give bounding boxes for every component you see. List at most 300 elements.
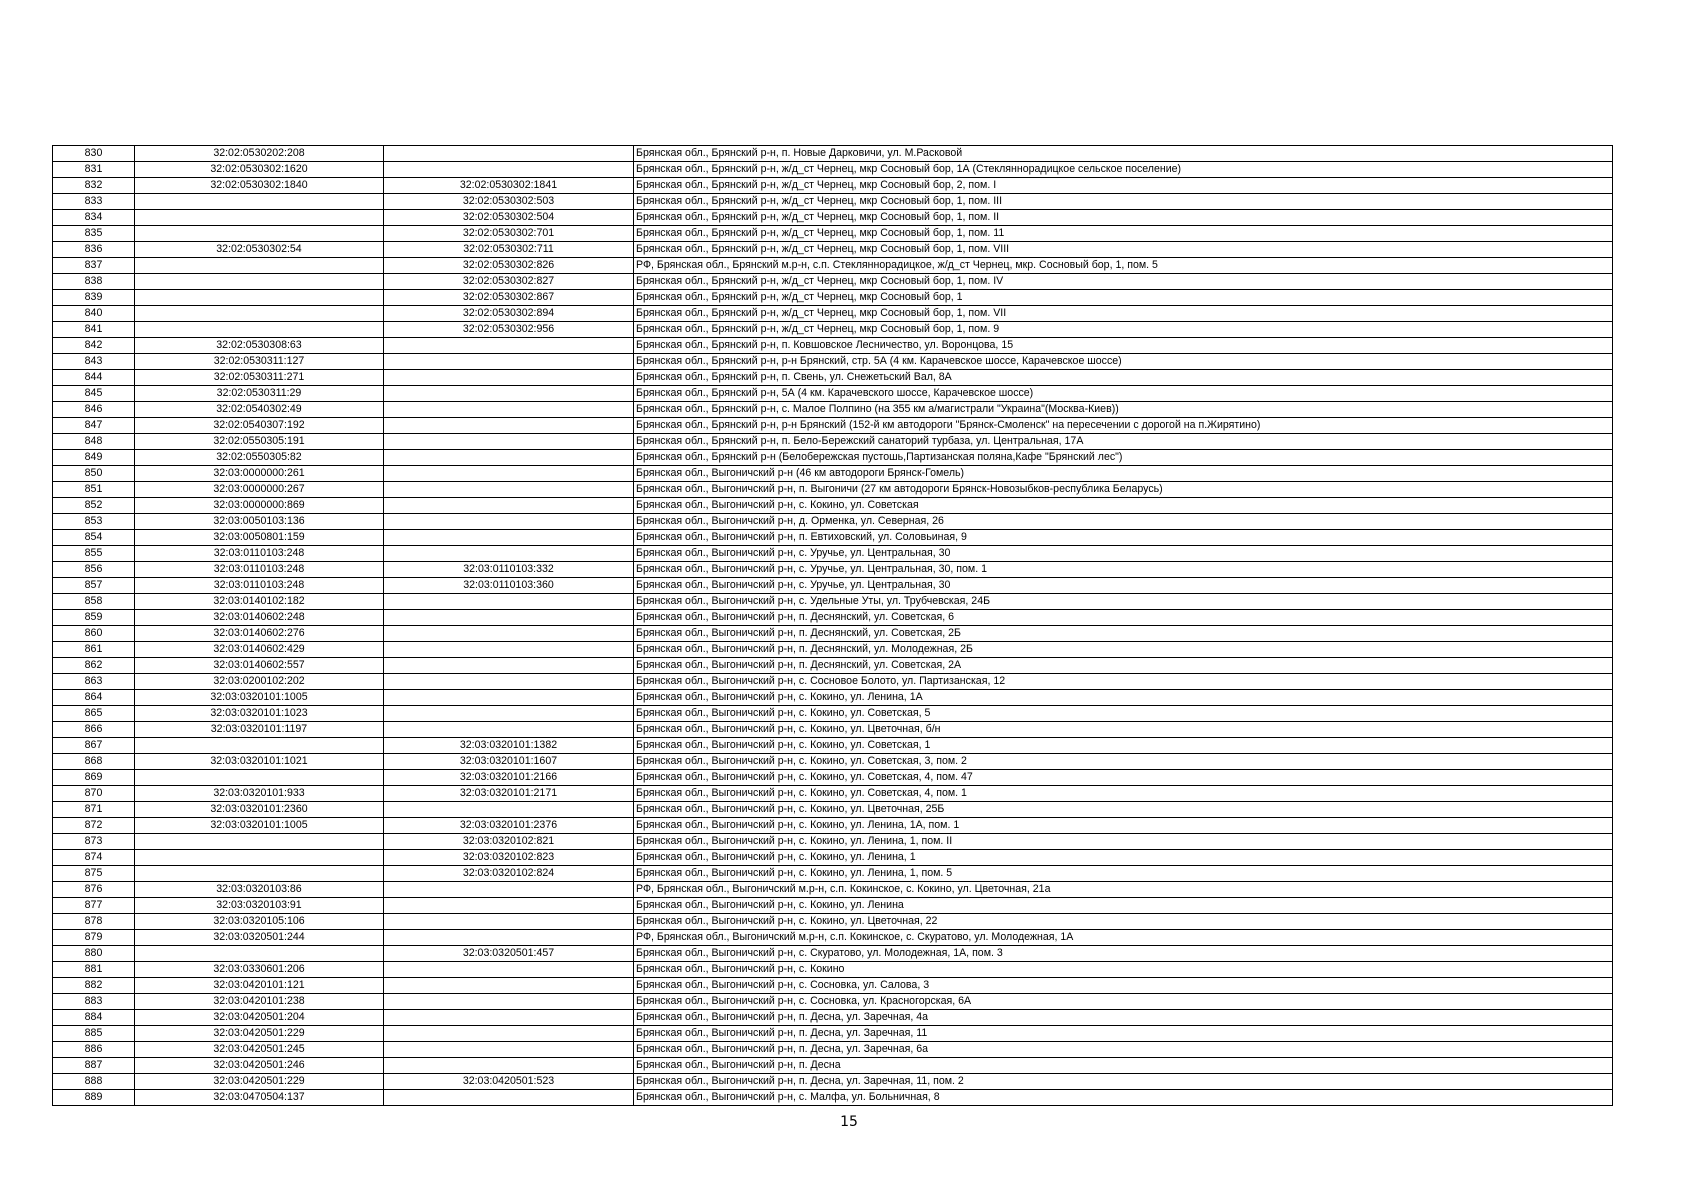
row-number-cell: 832 — [53, 178, 135, 194]
row-number-cell: 836 — [53, 242, 135, 258]
row-number-cell: 886 — [53, 1042, 135, 1058]
cadastral-number-cell: 32:03:0320101:1023 — [135, 706, 384, 722]
table-row — [53, 706, 1613, 722]
object-number-cell: 32:03:0320501:457 — [384, 946, 634, 962]
address-cell: Брянская обл., Брянский р-н, п. Бело-Бережский санаторий турбаза, ул. Центральная, 17А — [634, 434, 1613, 450]
row-number-cell: 874 — [53, 850, 135, 866]
cadastral-number-cell: 32:02:0530311:271 — [135, 370, 384, 386]
row-number-cell: 878 — [53, 914, 135, 930]
table-row — [53, 578, 1613, 594]
table-row — [53, 802, 1613, 818]
object-number-cell — [384, 418, 634, 434]
address-cell: Брянская обл., Выгоничский р-н, с. Уручье, ул. Центральная, 30 — [634, 578, 1613, 594]
cadastral-number-cell: 32:03:0320101:1005 — [135, 818, 384, 834]
row-number-cell: 880 — [53, 946, 135, 962]
cadastral-number-cell: 32:03:0140602:557 — [135, 658, 384, 674]
row-number-cell: 860 — [53, 626, 135, 642]
object-number-cell — [384, 994, 634, 1010]
cadastral-number-cell: 32:03:0420501:245 — [135, 1042, 384, 1058]
cadastral-number-cell: 32:03:0110103:248 — [135, 562, 384, 578]
row-number-cell: 854 — [53, 530, 135, 546]
cadastral-number-cell: 32:02:0530302:54 — [135, 242, 384, 258]
address-cell: Брянская обл., Брянский р-н, п. Ковшовское Лесничество, ул. Воронцова, 15 — [634, 338, 1613, 354]
cadastral-number-cell: 32:03:0320101:1021 — [135, 754, 384, 770]
object-number-cell — [384, 1042, 634, 1058]
table-row — [53, 514, 1613, 530]
address-cell: Брянская обл., Выгоничский р-н, п. Десна — [634, 1058, 1613, 1074]
address-cell: Брянская обл., Брянский р-н, ж/д_ст Чернец, мкр Сосновый бор, 1 — [634, 290, 1613, 306]
address-cell: Брянская обл., Выгоничский р-н, с. Кокино, ул. Цветочная, 22 — [634, 914, 1613, 930]
row-number-cell: 835 — [53, 226, 135, 242]
object-number-cell: 32:03:0110103:332 — [384, 562, 634, 578]
object-number-cell: 32:03:0320101:2166 — [384, 770, 634, 786]
object-number-cell: 32:03:0320102:823 — [384, 850, 634, 866]
row-number-cell: 875 — [53, 866, 135, 882]
row-number-cell: 846 — [53, 402, 135, 418]
address-cell: Брянская обл., Выгоничский р-н, п. Десна, ул. Заречная, 11 — [634, 1026, 1613, 1042]
cadastral-number-cell — [135, 258, 384, 274]
object-number-cell — [384, 658, 634, 674]
row-number-cell: 887 — [53, 1058, 135, 1074]
row-number-cell: 851 — [53, 482, 135, 498]
table-row — [53, 722, 1613, 738]
address-cell: Брянская обл., Брянский р-н, р-н Брянский (152-й км автодороги "Брянск-Смоленск" на пересечении с дорогой на п.Жирятино) — [634, 418, 1613, 434]
cadastral-number-cell: 32:03:0470504:137 — [135, 1090, 384, 1106]
table-row — [53, 322, 1613, 338]
address-cell: Брянская обл., Брянский р-н, с. Малое Полпино (на 355 км а/магистрали "Украина"(Москва-Киев)) — [634, 402, 1613, 418]
object-number-cell — [384, 338, 634, 354]
row-number-cell: 844 — [53, 370, 135, 386]
address-cell: Брянская обл., Брянский р-н, п. Свень, ул. Снежетьский Вал, 8А — [634, 370, 1613, 386]
row-number-cell: 888 — [53, 1074, 135, 1090]
row-number-cell: 838 — [53, 274, 135, 290]
table-row — [53, 930, 1613, 946]
address-cell: Брянская обл., Выгоничский р-н, с. Кокино, ул. Ленина, 1А — [634, 690, 1613, 706]
row-number-cell: 872 — [53, 818, 135, 834]
cadastral-number-cell — [135, 866, 384, 882]
cadastral-number-cell: 32:03:0050801:159 — [135, 530, 384, 546]
cadastral-number-cell: 32:02:0540302:49 — [135, 402, 384, 418]
row-number-cell: 852 — [53, 498, 135, 514]
address-cell: Брянская обл., Выгоничский р-н, п. Деснянский, ул. Молодежная, 2Б — [634, 642, 1613, 658]
object-number-cell: 32:03:0110103:360 — [384, 578, 634, 594]
table-row — [53, 642, 1613, 658]
object-number-cell: 32:03:0320102:821 — [384, 834, 634, 850]
cadastral-number-cell — [135, 226, 384, 242]
address-cell: Брянская обл., Выгоничский р-н, с. Кокино, ул. Советская, 5 — [634, 706, 1613, 722]
object-number-cell — [384, 882, 634, 898]
cadastral-number-cell: 32:03:0000000:869 — [135, 498, 384, 514]
table-row — [53, 194, 1613, 210]
object-number-cell — [384, 530, 634, 546]
table-row — [53, 1074, 1613, 1090]
object-number-cell: 32:02:0530302:711 — [384, 242, 634, 258]
cadastral-number-cell: 32:03:0140602:429 — [135, 642, 384, 658]
object-number-cell — [384, 514, 634, 530]
cadastral-number-cell: 32:03:0420501:229 — [135, 1074, 384, 1090]
object-number-cell — [384, 1026, 634, 1042]
row-number-cell: 837 — [53, 258, 135, 274]
table-row — [53, 402, 1613, 418]
table-row — [53, 1042, 1613, 1058]
cadastral-number-cell: 32:03:0000000:267 — [135, 482, 384, 498]
table-row — [53, 594, 1613, 610]
address-cell: Брянская обл., Выгоничский р-н, с. Кокино, ул. Цветочная, б/н — [634, 722, 1613, 738]
address-cell: Брянская обл., Брянский р-н, р-н Брянский, стр. 5А (4 км. Карачевское шоссе, Карачевское шоссе) — [634, 354, 1613, 370]
object-number-cell: 32:02:0530302:1841 — [384, 178, 634, 194]
object-number-cell — [384, 1058, 634, 1074]
object-number-cell — [384, 146, 634, 162]
address-cell: Брянская обл., Выгоничский р-н, с. Удельные Уты, ул. Трубчевская, 24Б — [634, 594, 1613, 610]
object-number-cell — [384, 690, 634, 706]
object-number-cell — [384, 450, 634, 466]
object-number-cell — [384, 642, 634, 658]
address-cell: Брянская обл., Выгоничский р-н, с. Кокино, ул. Советская — [634, 498, 1613, 514]
address-cell: РФ, Брянская обл., Брянский м.р-н, с.п. Стеклянноpадицкое, ж/д_ст Чернец, мкр. Сосновый бор, 1, пом. 5 — [634, 258, 1613, 274]
cadastral-number-cell: 32:03:0420101:121 — [135, 978, 384, 994]
address-cell: Брянская обл., Выгоничский р-н, п. Десна, ул. Заречная, 4а — [634, 1010, 1613, 1026]
table-row — [53, 850, 1613, 866]
row-number-cell: 863 — [53, 674, 135, 690]
cadastral-number-cell: 32:02:0540307:192 — [135, 418, 384, 434]
object-number-cell — [384, 1010, 634, 1026]
address-cell: Брянская обл., Выгоничский р-н, с. Кокино, ул. Ленина, 1А, пом. 1 — [634, 818, 1613, 834]
address-cell: Брянская обл., Выгоничский р-н, с. Кокино, ул. Советская, 1 — [634, 738, 1613, 754]
table-row — [53, 306, 1613, 322]
address-cell: РФ, Брянская обл., Выгоничский м.р-н, с.п. Кокинское, с. Скуратово, ул. Молодежная, 1А — [634, 930, 1613, 946]
address-cell: Брянская обл., Брянский р-н (Белобережская пустошь,Партизанская поляна,Кафе "Брянский лес") — [634, 450, 1613, 466]
table-row — [53, 914, 1613, 930]
table-row — [53, 754, 1613, 770]
row-number-cell: 869 — [53, 770, 135, 786]
table-row — [53, 434, 1613, 450]
table-row — [53, 418, 1613, 434]
object-number-cell — [384, 466, 634, 482]
table-row — [53, 658, 1613, 674]
table-row — [53, 338, 1613, 354]
cadastral-number-cell: 32:03:0330601:206 — [135, 962, 384, 978]
address-cell: Брянская обл., Брянский р-н, ж/д_ст Чернец, мкр Сосновый бор, 1, пом. III — [634, 194, 1613, 210]
cadastral-number-cell: 32:02:0550305:82 — [135, 450, 384, 466]
cadastral-number-cell: 32:03:0110103:248 — [135, 578, 384, 594]
table-row — [53, 370, 1613, 386]
object-number-cell — [384, 962, 634, 978]
row-number-cell: 883 — [53, 994, 135, 1010]
table-row — [53, 1090, 1613, 1106]
object-number-cell: 32:02:0530302:956 — [384, 322, 634, 338]
row-number-cell: 847 — [53, 418, 135, 434]
row-number-cell: 881 — [53, 962, 135, 978]
table-row — [53, 978, 1613, 994]
table-row — [53, 530, 1613, 546]
cadastral-number-cell: 32:02:0530311:29 — [135, 386, 384, 402]
object-number-cell — [384, 914, 634, 930]
cadastral-number-cell: 32:03:0320103:86 — [135, 882, 384, 898]
object-number-cell: 32:02:0530302:504 — [384, 210, 634, 226]
cadastral-number-cell: 32:03:0140102:182 — [135, 594, 384, 610]
row-number-cell: 862 — [53, 658, 135, 674]
cadastral-number-cell: 32:03:0000000:261 — [135, 466, 384, 482]
address-cell: Брянская обл., Выгоничский р-н, п. Десна, ул. Заречная, 6а — [634, 1042, 1613, 1058]
cadastral-number-cell — [135, 322, 384, 338]
table-row — [53, 562, 1613, 578]
address-cell: Брянская обл., Выгоничский р-н, с. Кокино, ул. Цветочная, 25Б — [634, 802, 1613, 818]
object-number-cell — [384, 978, 634, 994]
object-number-cell: 32:02:0530302:867 — [384, 290, 634, 306]
row-number-cell: 853 — [53, 514, 135, 530]
cadastral-number-cell: 32:02:0530311:127 — [135, 354, 384, 370]
cadastral-number-cell: 32:03:0320101:1005 — [135, 690, 384, 706]
cadastral-number-cell: 32:03:0140602:248 — [135, 610, 384, 626]
cadastral-number-cell: 32:02:0530302:1840 — [135, 178, 384, 194]
row-number-cell: 830 — [53, 146, 135, 162]
table-row — [53, 674, 1613, 690]
row-number-cell: 882 — [53, 978, 135, 994]
table-row — [53, 450, 1613, 466]
row-number-cell: 833 — [53, 194, 135, 210]
table-row — [53, 146, 1613, 162]
cadastral-number-cell: 32:03:0110103:248 — [135, 546, 384, 562]
table-row — [53, 178, 1613, 194]
cadastral-number-cell: 32:02:0550305:191 — [135, 434, 384, 450]
cadastral-number-cell: 32:03:0320101:1197 — [135, 722, 384, 738]
address-cell: Брянская обл., Брянский р-н, 5А (4 км. Карачевского шоссе, Карачевское шоссе) — [634, 386, 1613, 402]
object-number-cell — [384, 370, 634, 386]
row-number-cell: 885 — [53, 1026, 135, 1042]
row-number-cell: 850 — [53, 466, 135, 482]
object-number-cell: 32:03:0320102:824 — [384, 866, 634, 882]
object-number-cell: 32:03:0320101:2376 — [384, 818, 634, 834]
row-number-cell: 871 — [53, 802, 135, 818]
address-cell: Брянская обл., Выгоничский р-н, с. Кокино, ул. Ленина, 1 — [634, 850, 1613, 866]
object-number-cell — [384, 722, 634, 738]
address-cell: Брянская обл., Брянский р-н, ж/д_ст Чернец, мкр Сосновый бор, 2, пом. I — [634, 178, 1613, 194]
row-number-cell: 870 — [53, 786, 135, 802]
address-cell: Брянская обл., Брянский р-н, ж/д_ст Чернец, мкр Сосновый бор, 1, пом. 9 — [634, 322, 1613, 338]
cadastral-number-cell: 32:03:0050103:136 — [135, 514, 384, 530]
cadastral-number-cell: 32:02:0530302:1620 — [135, 162, 384, 178]
page-number: 15 — [840, 1114, 858, 1130]
cadastral-number-cell — [135, 850, 384, 866]
address-cell: Брянская обл., Выгоничский р-н (46 км автодороги Брянск-Гомель) — [634, 466, 1613, 482]
table-row — [53, 738, 1613, 754]
object-number-cell: 32:03:0320101:2171 — [384, 786, 634, 802]
row-number-cell: 842 — [53, 338, 135, 354]
address-cell: Брянская обл., Выгоничский р-н, с. Сосновое Болото, ул. Партизанская, 12 — [634, 674, 1613, 690]
row-number-cell: 841 — [53, 322, 135, 338]
cadastral-number-cell: 32:03:0320105:106 — [135, 914, 384, 930]
address-cell: Брянская обл., Выгоничский р-н, п. Деснянский, ул. Советская, 2Б — [634, 626, 1613, 642]
address-cell: Брянская обл., Выгоничский р-н, с. Сосновка, ул. Салова, 3 — [634, 978, 1613, 994]
cadastral-number-cell: 32:03:0140602:276 — [135, 626, 384, 642]
row-number-cell: 877 — [53, 898, 135, 914]
cadastral-number-cell — [135, 194, 384, 210]
table-row — [53, 354, 1613, 370]
address-cell: Брянская обл., Брянский р-н, ж/д_ст Чернец, мкр Сосновый бор, 1, пом. VIII — [634, 242, 1613, 258]
table-row — [53, 210, 1613, 226]
object-number-cell — [384, 1090, 634, 1106]
object-number-cell: 32:03:0320101:1607 — [384, 754, 634, 770]
table-row — [53, 242, 1613, 258]
address-cell: Брянская обл., Выгоничский р-н, с. Кокино, ул. Советская, 4, пом. 1 — [634, 786, 1613, 802]
row-number-cell: 848 — [53, 434, 135, 450]
table-row — [53, 290, 1613, 306]
table-row — [53, 770, 1613, 786]
row-number-cell: 840 — [53, 306, 135, 322]
cadastral-number-cell — [135, 290, 384, 306]
address-cell: Брянская обл., Выгоничский р-н, п. Евтиховский, ул. Соловьиная, 9 — [634, 530, 1613, 546]
cadastral-number-cell: 32:03:0420501:204 — [135, 1010, 384, 1026]
cadastral-number-cell: 32:03:0320101:2360 — [135, 802, 384, 818]
object-number-cell — [384, 402, 634, 418]
row-number-cell: 834 — [53, 210, 135, 226]
object-number-cell — [384, 930, 634, 946]
table-row — [53, 498, 1613, 514]
address-cell: Брянская обл., Выгоничский р-н, с. Кокино — [634, 962, 1613, 978]
table-row — [53, 994, 1613, 1010]
address-cell: Брянская обл., Выгоничский р-н, с. Кокино, ул. Ленина, 1, пом. 5 — [634, 866, 1613, 882]
object-number-cell: 32:03:0420501:523 — [384, 1074, 634, 1090]
table-row — [53, 834, 1613, 850]
table-row — [53, 818, 1613, 834]
row-number-cell: 857 — [53, 578, 135, 594]
cadastral-number-cell: 32:02:0530308:63 — [135, 338, 384, 354]
object-number-cell — [384, 802, 634, 818]
table-row — [53, 1010, 1613, 1026]
address-cell: Брянская обл., Выгоничский р-н, с. Кокино, ул. Советская, 3, пом. 2 — [634, 754, 1613, 770]
table-row — [53, 946, 1613, 962]
object-number-cell: 32:02:0530302:701 — [384, 226, 634, 242]
table-row — [53, 226, 1613, 242]
object-number-cell — [384, 610, 634, 626]
row-number-cell: 865 — [53, 706, 135, 722]
cadastral-number-cell: 32:03:0320101:933 — [135, 786, 384, 802]
address-cell: Брянская обл., Выгоничский р-н, п. Деснянский, ул. Советская, 6 — [634, 610, 1613, 626]
object-number-cell — [384, 386, 634, 402]
table-row — [53, 1026, 1613, 1042]
cadastral-number-cell: 32:03:0320103:91 — [135, 898, 384, 914]
address-cell: Брянская обл., Брянский р-н, ж/д_ст Чернец, мкр Сосновый бор, 1А (Стеклянноpадицкое сельское поселение) — [634, 162, 1613, 178]
object-number-cell — [384, 162, 634, 178]
table-row — [53, 610, 1613, 626]
address-cell: Брянская обл., Выгоничский р-н, с. Кокино, ул. Советская, 4, пом. 47 — [634, 770, 1613, 786]
object-number-cell: 32:03:0320101:1382 — [384, 738, 634, 754]
table-row — [53, 1058, 1613, 1074]
table-row — [53, 274, 1613, 290]
address-cell: Брянская обл., Выгоничский р-н, с. Уручье, ул. Центральная, 30, пом. 1 — [634, 562, 1613, 578]
row-number-cell: 849 — [53, 450, 135, 466]
object-number-cell — [384, 626, 634, 642]
object-number-cell — [384, 354, 634, 370]
cadastral-number-cell: 32:03:0420501:229 — [135, 1026, 384, 1042]
cadastral-number-cell: 32:03:0320501:244 — [135, 930, 384, 946]
table-row — [53, 466, 1613, 482]
object-number-cell — [384, 674, 634, 690]
cadastral-number-cell — [135, 274, 384, 290]
address-cell: Брянская обл., Брянский р-н, ж/д_ст Чернец, мкр Сосновый бор, 1, пом. 11 — [634, 226, 1613, 242]
row-number-cell: 845 — [53, 386, 135, 402]
row-number-cell: 858 — [53, 594, 135, 610]
address-cell: Брянская обл., Брянский р-н, п. Новые Дарковичи, ул. М.Расковой — [634, 146, 1613, 162]
address-cell: РФ, Брянская обл., Выгоничский м.р-н, с.п. Кокинское, с. Кокино, ул. Цветочная, 21а — [634, 882, 1613, 898]
row-number-cell: 889 — [53, 1090, 135, 1106]
row-number-cell: 884 — [53, 1010, 135, 1026]
cadastral-number-cell — [135, 210, 384, 226]
address-cell: Брянская обл., Выгоничский р-н, п. Деснянский, ул. Советская, 2А — [634, 658, 1613, 674]
address-cell: Брянская обл., Выгоничский р-н, с. Скуратово, ул. Молодежная, 1А, пом. 3 — [634, 946, 1613, 962]
row-number-cell: 867 — [53, 738, 135, 754]
address-cell: Брянская обл., Выгоничский р-н, п. Выгоничи (27 км автодороги Брянск-Новозыбков-республика Беларусь) — [634, 482, 1613, 498]
table-row — [53, 690, 1613, 706]
object-number-cell: 32:02:0530302:894 — [384, 306, 634, 322]
address-cell: Брянская обл., Выгоничский р-н, д. Орменка, ул. Северная, 26 — [634, 514, 1613, 530]
row-number-cell: 839 — [53, 290, 135, 306]
row-number-cell: 866 — [53, 722, 135, 738]
row-number-cell: 873 — [53, 834, 135, 850]
cadastral-number-cell: 32:02:0530202:208 — [135, 146, 384, 162]
address-cell: Брянская обл., Брянский р-н, ж/д_ст Чернец, мкр Сосновый бор, 1, пом. II — [634, 210, 1613, 226]
object-number-cell — [384, 546, 634, 562]
address-cell: Брянская обл., Выгоничский р-н, с. Уручье, ул. Центральная, 30 — [634, 546, 1613, 562]
cadastral-number-cell: 32:03:0420101:238 — [135, 994, 384, 1010]
object-number-cell: 32:02:0530302:826 — [384, 258, 634, 274]
cadastral-number-cell: 32:03:0420501:246 — [135, 1058, 384, 1074]
object-number-cell: 32:02:0530302:503 — [384, 194, 634, 210]
address-cell: Брянская обл., Выгоничский р-н, с. Малфа, ул. Больничная, 8 — [634, 1090, 1613, 1106]
row-number-cell: 859 — [53, 610, 135, 626]
object-number-cell — [384, 898, 634, 914]
table-row — [53, 546, 1613, 562]
object-number-cell — [384, 594, 634, 610]
object-number-cell — [384, 482, 634, 498]
table-row — [53, 162, 1613, 178]
row-number-cell: 864 — [53, 690, 135, 706]
cadastral-number-cell — [135, 946, 384, 962]
address-cell: Брянская обл., Брянский р-н, ж/д_ст Чернец, мкр Сосновый бор, 1, пом. IV — [634, 274, 1613, 290]
table-row — [53, 898, 1613, 914]
row-number-cell: 868 — [53, 754, 135, 770]
row-number-cell: 879 — [53, 930, 135, 946]
object-number-cell — [384, 706, 634, 722]
table-row — [53, 866, 1613, 882]
row-number-cell: 843 — [53, 354, 135, 370]
address-cell: Брянская обл., Выгоничский р-н, с. Сосновка, ул. Красногорская, 6А — [634, 994, 1613, 1010]
row-number-cell: 876 — [53, 882, 135, 898]
table-row — [53, 786, 1613, 802]
row-number-cell: 861 — [53, 642, 135, 658]
table-row — [53, 482, 1613, 498]
address-cell: Брянская обл., Брянский р-н, ж/д_ст Чернец, мкр Сосновый бор, 1, пом. VII — [634, 306, 1613, 322]
cadastral-number-cell — [135, 834, 384, 850]
cadastral-number-cell — [135, 306, 384, 322]
address-cell: Брянская обл., Выгоничский р-н, с. Кокино, ул. Ленина, 1, пом. II — [634, 834, 1613, 850]
table-row — [53, 258, 1613, 274]
row-number-cell: 856 — [53, 562, 135, 578]
table-row — [53, 882, 1613, 898]
address-cell: Брянская обл., Выгоничский р-н, п. Десна, ул. Заречная, 11, пом. 2 — [634, 1074, 1613, 1090]
table-row — [53, 962, 1613, 978]
cadastral-number-cell — [135, 770, 384, 786]
cadastral-number-cell — [135, 738, 384, 754]
table-row — [53, 626, 1613, 642]
object-number-cell — [384, 434, 634, 450]
object-number-cell: 32:02:0530302:827 — [384, 274, 634, 290]
row-number-cell: 831 — [53, 162, 135, 178]
table-body — [53, 146, 1613, 1106]
property-table — [52, 145, 1613, 1106]
cadastral-number-cell: 32:03:0200102:202 — [135, 674, 384, 690]
address-cell: Брянская обл., Выгоничский р-н, с. Кокино, ул. Ленина — [634, 898, 1613, 914]
